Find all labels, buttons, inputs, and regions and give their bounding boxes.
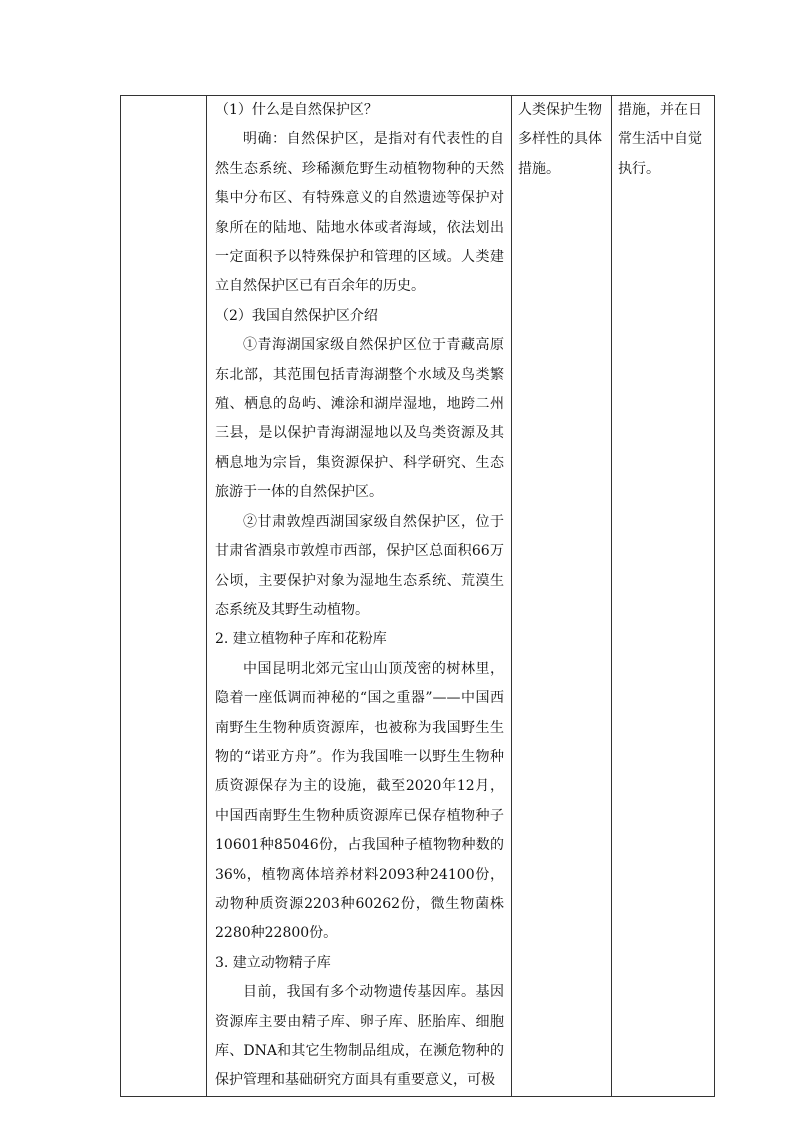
dunhuang-paragraph: ②甘肃敦煌西湖国家级自然保护区，位于甘肃省酒泉市敦煌市西部，保护区总面积66万公顷，主要保护对象为湿地生态系统、荒漠生态系统及其野生动植物。	[215, 513, 504, 618]
empty-cell	[121, 96, 207, 1097]
section-heading: （2）我国自然保护区介绍	[215, 307, 378, 324]
definition-paragraph: 明确：自然保护区，是指对有代表性的自然生态系统、珍稀濒危野生动植物物种的天然集中分布区、有特殊意义的自然遗迹等保护对象所在的陆地、陆地水体或者海域，依法划出一定面积予以特殊保护和管理的区域。人类建立自然保护区已有百余年的历史。	[215, 131, 504, 295]
question-heading: （1）什么是自然保护区？	[215, 102, 378, 118]
goal-cell	[512, 96, 612, 1097]
table-row	[121, 96, 715, 1097]
content-cell	[207, 96, 512, 1097]
qinghai-lake-paragraph: ①青海湖国家级自然保护区位于青藏高原东北部，其范围包括青海湖整个水域及鸟类繁殖、栖息的岛屿、滩涂和湖岸湿地，地跨二州三县，是以保护青海湖湿地以及鸟类资源及其栖息地为宗旨，集资源保护、科学研究、生态旅游于一体的自然保护区。	[215, 337, 504, 501]
goal-text: 人类保护生物多样性的具体措施。	[518, 102, 602, 177]
lesson-table	[120, 95, 715, 1097]
seed-bank-heading: 2. 建立植物种子库和花粉库	[215, 631, 387, 648]
gene-bank-paragraph: 目前，我国有多个动物遗传基因库。基因资源库主要由精子库、卵子库、胚胎库、细胞库、DNA和其它生物制品组成，在濒危物种的保护管理和基础研究方面具有重要意义，可极	[215, 984, 504, 1089]
sperm-bank-heading: 3. 建立动物精子库	[215, 954, 331, 971]
seed-bank-paragraph: 中国昆明北郊元宝山山顶茂密的树林里，隐着一座低调而神秘的“国之重器”——中国西南野生生物种质资源库，也被称为我国野生生物的“诺亚方舟”。作为我国唯一以野生生物种质资源保存为主的设施，截至2020年12月，中国西南野生生物种质资源库已保存植物种子10601种85046份，占我国种子植物物种数的36%，植物离体培养材料2093种24100份，动物种质资源2203种60262份，微生物菌株2280种22800份。	[215, 660, 504, 942]
practice-text: 措施，并在日常生活中自觉执行。	[618, 102, 702, 177]
practice-cell	[612, 96, 715, 1097]
